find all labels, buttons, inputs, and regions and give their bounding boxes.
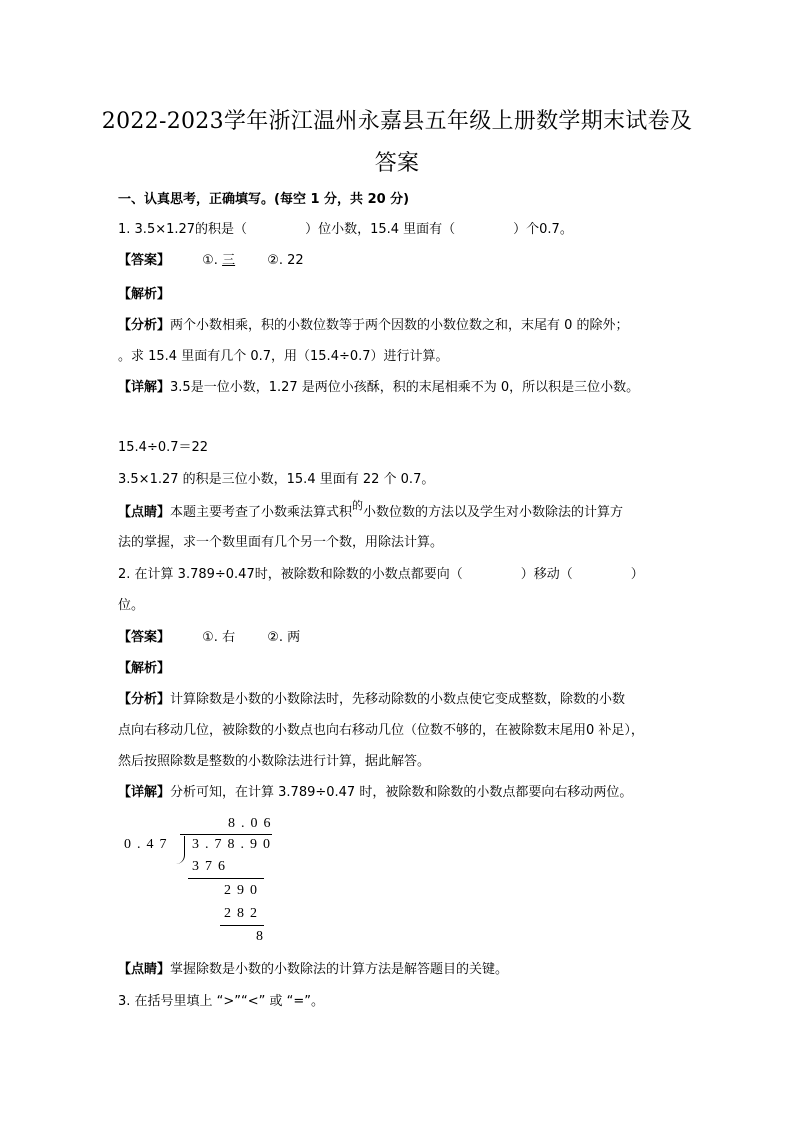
- ld-dividend: 3.78.90: [192, 837, 276, 852]
- fenxi-text: 两个小数相乘，积的小数位数等于两个因数的小数位数之和，末尾有 0 的除外；: [170, 318, 629, 333]
- q2-text-a: 2. 在计算 3.789÷0.47时，被除数和除数的小数点都要向（: [118, 567, 463, 582]
- ld-remainder: 8: [256, 929, 269, 944]
- dianjing-text-a: 本题主要考查了小数乘法算式积: [170, 505, 353, 520]
- answer-1-prefix: ①.: [202, 253, 223, 268]
- xiangjie-text: 3.5是一位小数，1.27 是两位小孩酥，积的末尾相乘不为 0，所以积是三位小数。: [170, 380, 640, 395]
- q1-answer: [118, 249, 304, 268]
- answer-label: 【答案】: [118, 630, 171, 645]
- dianjing-label: 【点睛】: [118, 505, 171, 520]
- q1-xiangjie: [118, 376, 639, 395]
- q1-dianjing-2: 法的掌握，求一个数里面有几个另一个数，用除法计算。: [118, 535, 444, 550]
- q2-fenxi-2: 点向右移动几位，被除数的小数点也向右移动几位（位数不够的，在被除数末尾用0 补足），: [118, 723, 644, 738]
- fenxi-text: 计算除数是小数的小数除法时，先移动除数的小数点使它变成整数，除数的小数: [170, 692, 626, 707]
- q2-text-c: ）: [630, 567, 644, 582]
- answer-label: 【答案】: [118, 253, 171, 268]
- q1-text-a: 1. 3.5×1.27的积是（: [118, 222, 248, 237]
- dianjing-label: 【点睛】: [118, 962, 171, 977]
- question-2: [118, 563, 644, 582]
- answer-2: ②. 22: [267, 253, 304, 268]
- q2-fenxi-3: 然后按照除数是整数的小数除法进行计算，据此解答。: [118, 754, 431, 769]
- fenxi-label: 【分析】: [118, 318, 171, 333]
- q2-fenxi: [118, 688, 625, 707]
- dianjing-sup: 的: [352, 499, 364, 512]
- ld-line-2: [220, 925, 264, 926]
- analysis-label: 【解析】: [118, 661, 171, 676]
- ld-divisor: 0.47: [124, 837, 173, 852]
- answer-2: ②. 两: [267, 630, 301, 645]
- document-title: 2022-2023学年浙江温州永嘉县五年级上册数学期末试卷及: [101, 109, 693, 134]
- long-division-figure: [118, 810, 288, 950]
- q2-dianjing: [118, 958, 508, 977]
- xiangjie-label: 【详解】: [118, 785, 171, 800]
- q1-calc: 15.4÷0.7＝22: [118, 440, 209, 455]
- q1-conclusion: 3.5×1.27 的积是三位小数，15.4 里面有 22 个 0.7。: [118, 472, 435, 487]
- q1-fenxi: [118, 314, 629, 333]
- question-1: [118, 218, 573, 237]
- ld-quotient: 8.06: [228, 816, 277, 831]
- q1-dianjing: [118, 501, 623, 520]
- ld-step-1: 376: [192, 859, 231, 874]
- q1-analysis-label: [118, 283, 170, 302]
- q2-analysis-label: [118, 657, 170, 676]
- document-title-continued: 答案: [374, 151, 420, 176]
- dianjing-text-b: 小数位数的方法以及学生对小数除法的计算方: [363, 505, 624, 520]
- q2-xiangjie: [118, 781, 632, 800]
- answer-1: ①. 右: [202, 630, 236, 645]
- ld-line-1: [188, 878, 264, 879]
- q2-text-b: ）移动（: [520, 567, 573, 582]
- dianjing-text: 掌握除数是小数的小数除法的计算方法是解答题目的关键。: [170, 962, 509, 977]
- ld-bracket: [176, 836, 185, 864]
- section-heading: 一、认真思考，正确填写。(每空 1 分，共 20 分): [118, 192, 410, 207]
- ld-step-3: 282: [224, 906, 263, 921]
- analysis-label: 【解析】: [118, 287, 171, 302]
- answer-1-value: 三: [222, 253, 236, 268]
- ld-step-2: 290: [224, 883, 263, 898]
- q1-text-b: ）位小数，15.4 里面有（: [305, 222, 456, 237]
- ld-top-line: [180, 834, 272, 835]
- q2-answer: [118, 626, 300, 645]
- question-3: 3. 在括号里填上 “>”“<” 或 “=”。: [118, 994, 325, 1009]
- question-2-continued: 位。: [118, 598, 145, 613]
- xiangjie-label: 【详解】: [118, 380, 171, 395]
- q1-text-c: ）个0.7。: [513, 222, 573, 237]
- fenxi-label: 【分析】: [118, 692, 171, 707]
- xiangjie-text: 分析可知，在计算 3.789÷0.47 时，被除数和除数的小数点都要向右移动两位。: [170, 785, 633, 800]
- q1-fenxi-2: 。求 15.4 里面有几个 0.7，用（15.4÷0.7）进行计算。: [118, 349, 449, 364]
